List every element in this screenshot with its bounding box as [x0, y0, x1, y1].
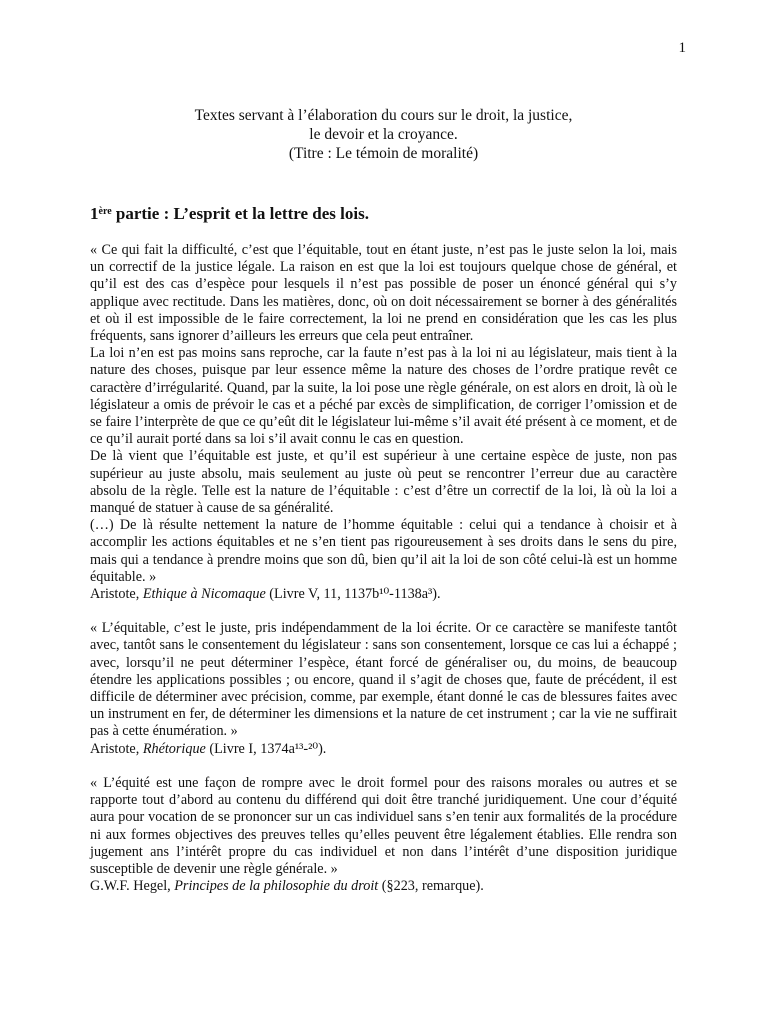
document-title [90, 106, 677, 163]
citation [90, 878, 677, 895]
quote-block-aristote-ethique [90, 242, 677, 603]
section-heading-text: partie : L’esprit et la lettre des lois. [111, 204, 369, 223]
citation-author: G.W.F. Hegel, [90, 878, 175, 895]
citation-author: Aristote, [90, 586, 143, 603]
page-number: 1 [678, 40, 686, 56]
citation-reference: (Livre I, 1374a¹³-²⁰). [205, 740, 327, 757]
quote-paragraph: La loi n’en est pas moins sans reproche, car la faute n’est pas à la loi ni au législateur, mais tient à la nature des choses, puisque par leur essence même la nature des choses de l’ordre pratique revêt ce caractère d’irrégularité. Quand, par la suite, la loi pose une règle générale, on est alors en droit, là où le législateur a omis de prévoir le cas et a péché par excès de simplification, de corriger l’omission et de se faire l’interprète de que ce qu’eût dit le législateur lui-même s’il avait été présent à ce moment, et de ce qu’il aurait porté dans sa loi s’il avait connu le cas en question. [90, 345, 677, 448]
quote-paragraph: « Ce qui fait la difficulté, c’est que l’équitable, tout en étant juste, n’est pas le juste selon la loi, mais un correctif de la justice légale. La raison en est que la loi est toujours quelque chose de général, et qu’il est des cas d’espèce pour lesquels il n’est pas possible de poser un énoncé général qui s’y applique avec rectitude. Dans les matières, donc, où on doit nécessairement se borner à des généralités et où il est impossible de le faire correctement, la loi ne prend en considération que les cas les plus fréquents, sans ignorer d’ailleurs les erreurs que cela peut entraîner. [90, 242, 677, 345]
quote-block-aristote-rhetorique [90, 620, 677, 758]
section-heading [90, 204, 690, 224]
title-line-2: le devoir et la croyance. [309, 126, 458, 143]
quote-paragraph: De là vient que l’équitable est juste, et qu’il est supérieur à une certaine espèce de juste, non pas supérieur au juste absolu, mais seulement au juste où peut se rencontrer l’erreur due au caractère absolu de la règle. Telle est la nature de l’équitable : c’est d’être un correctif de la loi, là où la loi a manqué de statuer à cause de sa généralité. [90, 448, 677, 517]
quote-block-hegel [90, 775, 677, 895]
citation-work: Rhétorique [142, 740, 206, 757]
citation-reference: (Livre V, 11, 1137b¹⁰-1138a³). [265, 586, 441, 603]
citation-reference: (§223, remarque). [378, 878, 484, 895]
citation-work: Principes de la philosophie du droit [174, 878, 379, 895]
quote-paragraph: (…) De là résulte nettement la nature de l’homme équitable : celui qui a tendance à choisir et à accomplir les actions équitables et ne s’en tient pas rigoureusement à ses droits dans le sens du pire, mais qui a tendance à prendre moins que son dû, bien qu’il ait la loi de son côté celui-là est un homme équitable. » [90, 517, 677, 585]
document-body [90, 242, 677, 912]
quote-paragraph: « L’équitable, c’est le juste, pris indépendamment de la loi écrite. Or ce caractère se manifeste tantôt avec, tantôt sans le consentement du législateur : sans son consentement, lorsque ce cas lui a échappé ; avec, lorsqu’il ne peut déterminer l’espèce, étant forcé de généraliser ou, du moins, de beaucoup étendre les applications possibles ; ou encore, quand il s’agit de choses que, faute de précédent, il est difficile de déterminer avec précision, comme, par exemple, étant donné le cas de blessures faites avec un instrument en fer, de déterminer les dimensions et la nature de cet instrument ; car la vie ne suffirait pas à cette énumération. » [90, 620, 677, 740]
title-line-1: Textes servant à l’élaboration du cours sur le droit, la justice, [194, 107, 573, 124]
citation-author: Aristote, [90, 740, 143, 757]
citation [90, 741, 677, 758]
quote-paragraph: « L’équité est une façon de rompre avec le droit formel pour des raisons morales ou autres et se rapporte tout d’abord au contenu du différend qui doit être tranché juridiquement. Une cour d’équité aura pour vocation de se prononcer sur un cas individuel sans s’en tenir aux formalités de la procédure ni aux formes objectives des preuves telles qu’elles peuvent être légalement établies. Elle rendra son jugement ans l’intérêt propre du cas individuel et non dans l’intérêt d’une disposition juridique susceptible de devenir une règle générale. » [90, 774, 677, 877]
title-line-3: (Titre : Le témoin de moralité) [288, 145, 479, 162]
section-superscript: ère [98, 206, 112, 217]
citation-work: Ethique à Nicomaque [142, 586, 266, 603]
citation [90, 586, 677, 603]
section-number: 1 [90, 204, 99, 223]
